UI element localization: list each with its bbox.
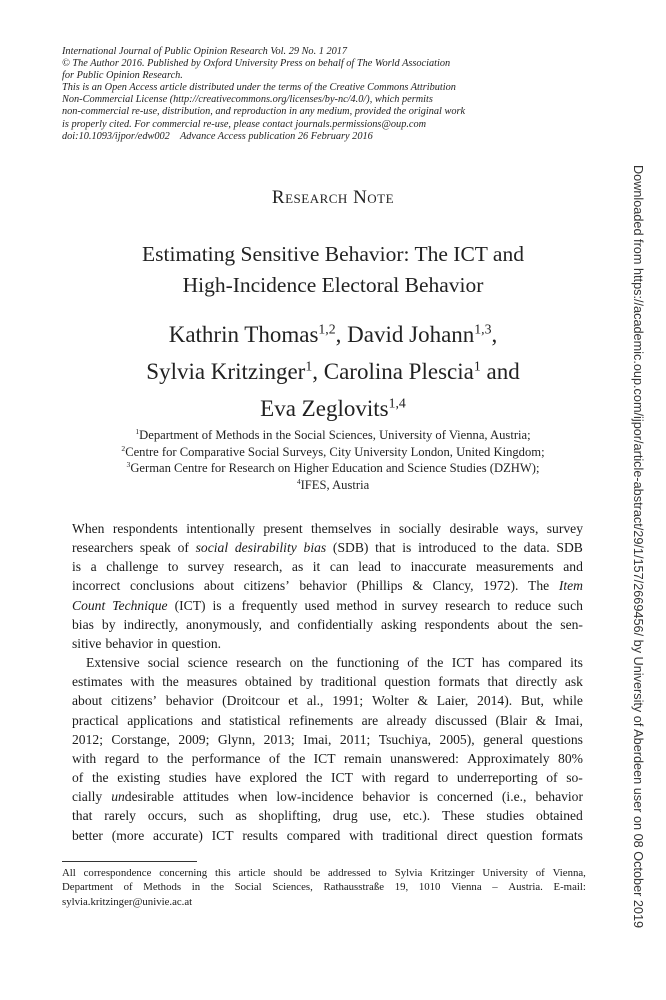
journal-citation: International Journal of Public Opinion Research Vol. 29 No. 1 2017 <box>62 46 348 57</box>
affiliations <box>0 427 666 493</box>
download-watermark <box>615 165 655 945</box>
section-label: Research Note <box>271 187 395 208</box>
license-line: non-commercial re-use, distribution, and reproduction in any medium, provided the original work <box>62 106 466 118</box>
body-line: sitive behavior in question. <box>72 635 222 651</box>
body-line: estimates with the measures obtained by traditional question formats that directly ask <box>72 674 583 690</box>
body-line: that rarely occurs, such as shoplifting, drug use, etc.). These studies obtained <box>72 808 583 824</box>
affiliation: $^3$German Centre for Research on Higher Education and Science Studies (DZHW); <box>126 459 540 475</box>
doi-line: doi:10.1093/ijpor/edw002 Advance Access publication 26 February 2016 <box>62 130 373 142</box>
author-list <box>0 316 666 427</box>
copyright-line: for Public Opinion Research. <box>62 70 183 82</box>
copyright-line: © The Author 2016. Published by Oxford University Press on behalf of The World Association <box>62 58 451 70</box>
author-affil-marker: 1,3 <box>474 321 492 337</box>
watermark-text: Downloaded from https://academic.oup.com/ijpor/article-abstract/29/1/157/2669456/ by University of Aberdeen user on 08 October 2019 <box>631 165 645 929</box>
author-line <box>0 390 666 427</box>
author-affil-marker: 1 <box>473 358 481 374</box>
body-line: bias by indirectly, anonymously, and confidentially asking respondents about the sen- <box>72 616 583 632</box>
body-line: Count Technique (ICT) is a frequently used method in survey research to reduce such <box>72 597 583 613</box>
body-line: cially undesirable attitudes when low-incidence behavior is concerned (i.e., behavior <box>72 789 583 805</box>
license-line: This is an Open Access article distributed under the terms of the Creative Commons Attribution <box>62 82 456 94</box>
footnote-divider <box>62 861 197 862</box>
author-affil-marker: 1,2 <box>318 321 336 337</box>
author-line: Kathrin Thomas$^{1,2}$, David Johann$^{1,3}$, <box>168 321 498 347</box>
body-line: is a challenge to survey research, as it can lead to inaccurate measurements and <box>72 559 583 575</box>
footnote-line: sylvia.kritzinger@univie.ac.at <box>62 895 193 908</box>
paragraph <box>72 653 583 845</box>
affiliation: $^2$Centre for Comparative Social Surveys, City University London, United Kingdom; <box>121 443 545 459</box>
author-line: Sylvia Kritzinger$^1$, Carolina Plescia$^1$ and <box>146 358 520 384</box>
footnote-line: All correspondence concerning this article should be addressed to Sylvia Kritzinger University of Vienna, <box>62 867 586 879</box>
author-affil-marker: 1,4 <box>388 395 406 411</box>
journal-header <box>62 46 517 143</box>
author-name: Kathrin Thomas <box>168 322 319 347</box>
title-line: Estimating Sensitive Behavior: The ICT and <box>142 242 524 266</box>
paragraph <box>72 519 583 653</box>
article-title <box>0 239 666 301</box>
article-body <box>72 519 583 845</box>
affiliation: $^1$Department of Methods in the Social Sciences, University of Vienna, Austria; <box>135 426 531 442</box>
author-name: David Johann <box>347 322 475 347</box>
body-line: of the existing studies have explored the ICT with regard to underreporting of so- <box>72 770 583 786</box>
title-line: High-Incidence Electoral Behavior <box>182 273 484 297</box>
footnote-line: Department of Methods in the Social Sciences, Rathausstraße 19, 1010 Vienna – Austria. E-mail: <box>62 881 586 894</box>
author-affil-marker: 1 <box>305 358 313 374</box>
body-line: about citizens’ behavior (Droitcour et al., 1991; Wolter & Laier, 2014). But, while <box>72 693 583 709</box>
author-name: Sylvia Kritzinger <box>146 359 306 384</box>
affiliation: $^4$IFES, Austria <box>296 476 370 492</box>
author-name: Carolina Plescia <box>323 359 474 384</box>
correspondence-footnote <box>62 866 586 909</box>
license-line: is properly cited. For commercial re-use, please contact journals.permissions@oup.com <box>62 118 427 130</box>
body-line: Extensive social science research on the functioning of the ICT has compared its <box>86 655 583 671</box>
body-line: incorrect conclusions about citizens’ behavior (Phillips & Clancy, 1972). The Item <box>72 578 583 594</box>
body-line: with regard to the performance of the ICT remain unanswered: Approximately 80% <box>72 750 583 766</box>
body-line: When respondents intentionally present themselves in socially desirable ways, survey <box>72 521 583 536</box>
license-line: Non-Commercial License (http://creativecommons.org/licenses/by-nc/4.0/), which permits <box>62 94 433 106</box>
body-line: better (more accurate) ICT results compared with traditional direct question formats <box>72 827 583 843</box>
body-line: practical applications and statistical refinements are already discussed (Blair & Imai, <box>72 712 583 728</box>
author-name: Eva Zeglovits <box>260 396 389 421</box>
body-line: 2012; Corstange, 2009; Glynn, 2013; Imai, 2011; Tsuchiya, 2005), general questions <box>72 731 583 747</box>
body-line: researchers speak of social desirability bias (SDB) that is introduced to the data. SDB <box>72 540 583 556</box>
